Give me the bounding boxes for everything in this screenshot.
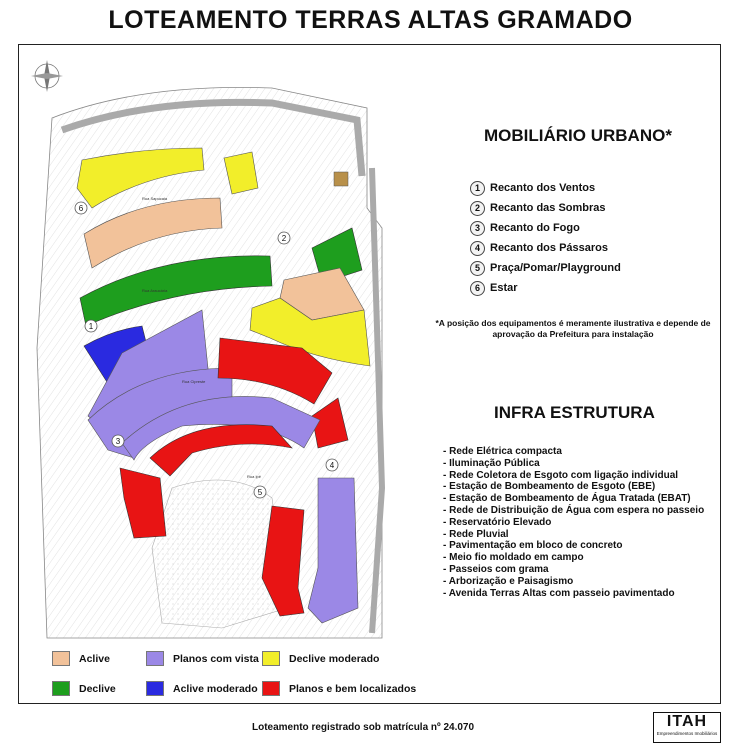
legend-swatch	[262, 681, 280, 696]
legend-item-aclive	[52, 651, 110, 666]
list-item	[470, 178, 621, 198]
list-item: - Rede Pluvial	[443, 528, 509, 540]
legend-item-planos-bem-localizados	[262, 681, 416, 696]
registration-footer: Loteamento registrado sob matrícula nº 24.070	[252, 722, 475, 733]
list-item	[470, 198, 621, 218]
legend-label: Aclive	[79, 652, 110, 665]
item-number: 2	[470, 201, 485, 216]
list-item: - Passeios com grama	[443, 563, 549, 575]
map-marker-1	[85, 320, 97, 332]
map-marker-2	[278, 232, 290, 244]
item-number: 3	[470, 221, 485, 236]
svg-text:Rua Cipreste: Rua Cipreste	[182, 379, 206, 384]
compass-rose-icon	[31, 60, 63, 92]
list-item	[470, 258, 621, 278]
item-label: Recanto dos Pássaros	[490, 242, 608, 254]
page-title: LOTEAMENTO TERRAS ALTAS GRAMADO	[108, 6, 633, 34]
item-label: Praça/Pomar/Playground	[490, 262, 621, 274]
legend-swatch	[146, 651, 164, 666]
item-number: 4	[470, 241, 485, 256]
brand-logo	[653, 712, 721, 743]
list-item: - Avenida Terras Altas com passeio pavimentado	[443, 587, 675, 599]
list-item: - Estação de Bombeamento de Esgoto (EBE)	[443, 481, 656, 493]
list-item	[470, 218, 621, 238]
item-number: 5	[470, 261, 485, 276]
item-label: Recanto das Sombras	[490, 202, 606, 214]
list-item	[470, 238, 621, 258]
item-label: Recanto do Fogo	[490, 222, 580, 234]
legend-item-declive	[52, 681, 116, 696]
legend-label: Planos com vista	[173, 652, 259, 665]
svg-text:4: 4	[329, 461, 335, 470]
legend-item-planos-vista	[146, 651, 259, 666]
map-marker-4	[326, 459, 338, 471]
list-item: - Rede Elétrica compacta	[443, 446, 562, 457]
list-item: - Arborização e Paisagismo	[443, 575, 574, 587]
mobiliario-list	[470, 178, 621, 298]
map-marker-6	[75, 202, 87, 214]
list-item: - Rede de Distribuição de Água com espera no passeio	[443, 504, 705, 516]
item-label: Recanto dos Ventos	[490, 182, 596, 194]
legend-label: Aclive moderado	[173, 682, 258, 695]
svg-text:Rua Ipê: Rua Ipê	[247, 474, 262, 479]
list-item: - Rede Coletora de Esgoto com ligação individual	[443, 469, 679, 481]
legend-item-aclive-moderado	[146, 681, 258, 696]
svg-text:1: 1	[88, 322, 94, 331]
svg-text:5: 5	[257, 488, 263, 497]
svg-text:Rua Araucária: Rua Araucária	[142, 288, 168, 293]
list-item: - Estação de Bombeamento de Água Tratada (EBAT)	[443, 493, 691, 505]
legend-swatch	[146, 681, 164, 696]
infra-list	[443, 446, 704, 599]
item-number: 1	[470, 181, 485, 196]
infra-heading: INFRA ESTRUTURA	[494, 403, 655, 422]
legend-label: Declive moderado	[289, 652, 380, 665]
list-item: - Reservatório Elevado	[443, 516, 552, 528]
list-item: - Meio fio moldado em campo	[443, 552, 584, 564]
legend-swatch	[52, 651, 70, 666]
legend-swatch	[262, 651, 280, 666]
brand-tagline: Empreendimentos Imobiliários	[656, 731, 718, 736]
legend-label: Declive	[79, 682, 116, 695]
svg-text:6: 6	[78, 204, 84, 213]
legend-item-declive-moderado	[262, 651, 379, 666]
svg-text:Rua Sapucaia: Rua Sapucaia	[142, 196, 168, 201]
brand-name: ITAH	[666, 713, 708, 730]
map-marker-5	[254, 486, 266, 498]
item-label: Estar	[490, 282, 518, 294]
mobiliario-heading: MOBILIÁRIO URBANO*	[484, 126, 672, 145]
svg-text:3: 3	[115, 437, 121, 446]
legend-label: Planos e bem localizados	[289, 682, 417, 695]
site-plan	[22, 48, 427, 648]
svg-text:2: 2	[281, 234, 287, 243]
map-marker-3	[112, 435, 124, 447]
list-item: - Pavimentação em bloco de concreto	[443, 540, 623, 552]
legend-swatch	[52, 681, 70, 696]
list-item	[470, 278, 621, 298]
list-item: - Iluminação Pública	[443, 457, 540, 469]
mobiliario-note: *A posição dos equipamentos é meramente ilustrativa e depende de aprovação da Prefeitura para instalação	[435, 318, 711, 339]
item-number: 6	[470, 281, 485, 296]
